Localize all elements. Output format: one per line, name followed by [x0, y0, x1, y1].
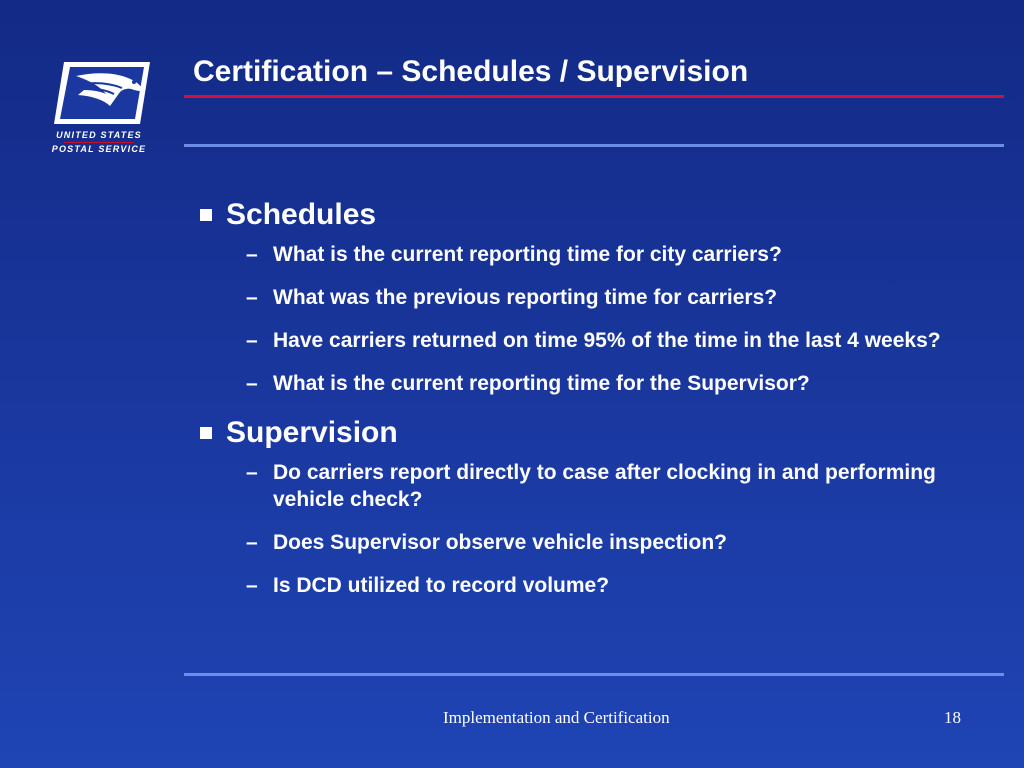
footer-text: Implementation and Certification	[443, 708, 670, 727]
list-item-text: What was the previous reporting time for carriers?	[273, 286, 778, 309]
dash-bullet: –	[246, 531, 258, 554]
list-item	[196, 459, 953, 513]
list-item-text: Have carriers returned on time 95% of the time in the last 4 weeks?	[273, 329, 941, 352]
dash-bullet: –	[246, 243, 258, 266]
section-heading	[196, 195, 996, 235]
bullet-list	[196, 241, 996, 397]
slide-title: Certification – Schedules / Supervision	[193, 55, 749, 88]
square-bullet-icon	[200, 427, 212, 439]
square-bullet-icon	[200, 209, 212, 221]
title-underline	[184, 95, 1004, 98]
bottom-divider	[184, 673, 1004, 676]
list-item	[196, 370, 953, 397]
list-item	[196, 572, 953, 599]
dash-bullet: –	[246, 461, 258, 484]
top-divider	[184, 144, 1004, 147]
dash-bullet: –	[246, 286, 258, 309]
slide-content	[196, 195, 996, 615]
logo-divider	[64, 142, 134, 143]
section-schedules	[196, 195, 996, 397]
list-item	[196, 529, 953, 556]
eagle-icon	[54, 62, 150, 124]
section-heading	[196, 413, 996, 453]
logo-text-postal-service: POSTAL SERVICE	[51, 144, 147, 154]
list-item-text: Is DCD utilized to record volume?	[273, 574, 610, 597]
dash-bullet: –	[246, 574, 258, 597]
list-item	[196, 284, 953, 311]
section-heading-text: Supervision	[226, 416, 398, 449]
list-item-text: Does Supervisor observe vehicle inspection?	[273, 531, 727, 554]
section-heading-text: Schedules	[226, 198, 377, 231]
logo-text-united-states: UNITED STATES	[56, 130, 142, 140]
bullet-list	[196, 459, 996, 599]
dash-bullet: –	[246, 372, 258, 395]
usps-logo	[44, 62, 154, 162]
section-supervision	[196, 413, 996, 599]
list-item-text: Do carriers report directly to case after clocking in and performing vehicle check?	[273, 461, 936, 511]
list-item-text: What is the current reporting time for city carriers?	[273, 243, 782, 266]
dash-bullet: –	[246, 329, 258, 352]
list-item	[196, 327, 953, 354]
list-item-text: What is the current reporting time for the Supervisor?	[273, 372, 810, 395]
list-item	[196, 241, 953, 268]
page-number: 18	[944, 708, 961, 727]
